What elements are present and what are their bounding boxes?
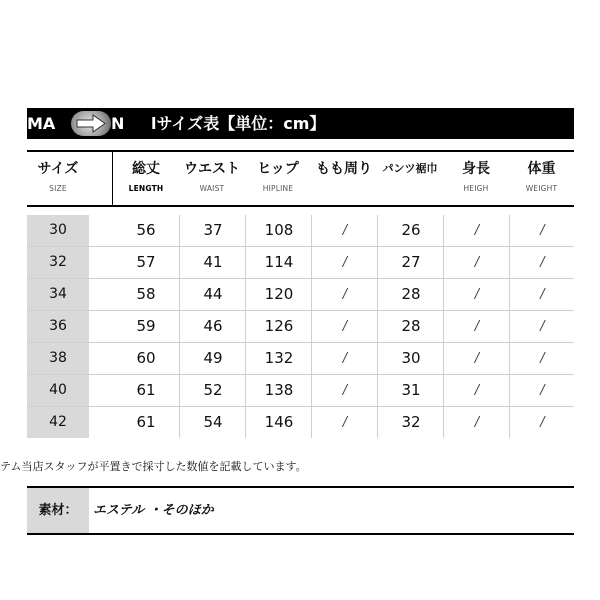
weight-cell: / <box>509 279 575 310</box>
header-hem-width: パンツ裾巾 <box>382 162 438 175</box>
header-thigh: もも周り <box>316 161 372 177</box>
waist-cell: 46 <box>179 311 246 342</box>
length-cell: 60 <box>136 349 156 367</box>
height-cell: / <box>443 375 510 406</box>
table-row <box>27 279 574 311</box>
weight-cell: / <box>509 247 575 278</box>
hip-cell: 138 <box>245 375 312 406</box>
size-data-table <box>27 215 574 438</box>
size-cell: 30 <box>27 215 89 246</box>
brand-name-end: N <box>111 114 125 133</box>
weight-cell: / <box>509 343 575 374</box>
hem-width-cell: 28 <box>377 279 444 310</box>
table-header <box>27 150 574 207</box>
weight-cell: / <box>509 375 575 406</box>
hip-cell: 146 <box>245 407 312 438</box>
waist-cell: 52 <box>179 375 246 406</box>
material-box <box>27 486 574 535</box>
length-cell: 59 <box>136 317 156 335</box>
length-cell: 56 <box>136 221 156 239</box>
thigh-cell: / <box>311 311 378 342</box>
size-cell: 42 <box>27 407 89 438</box>
material-label: 素材： <box>27 488 89 533</box>
hem-width-cell: 28 <box>377 311 444 342</box>
thigh-cell: / <box>311 247 378 278</box>
size-cell: 38 <box>27 343 89 374</box>
arrow-right-icon <box>71 111 111 136</box>
header-waist: ウエスト WAIST <box>184 161 240 193</box>
height-cell: / <box>443 247 510 278</box>
table-row <box>27 311 574 343</box>
waist-cell: 44 <box>179 279 246 310</box>
thigh-cell: / <box>311 279 378 310</box>
waist-cell: 41 <box>179 247 246 278</box>
size-chart-title-bar <box>27 108 574 139</box>
header-weight: 体重 WEIGHT <box>525 161 558 193</box>
brand-name-start: MA <box>27 114 56 133</box>
header-size: サイズ SIZE <box>37 161 79 193</box>
table-row <box>27 375 574 407</box>
material-value: エステル ・そのほか <box>93 503 214 518</box>
size-cell: 34 <box>27 279 89 310</box>
size-cell: 32 <box>27 247 89 278</box>
table-row <box>27 215 574 247</box>
header-length: 総丈 LENGTH <box>128 161 164 193</box>
waist-cell: 37 <box>179 215 246 246</box>
size-cell: 40 <box>27 375 89 406</box>
length-cell: 61 <box>136 381 156 399</box>
hip-cell: 108 <box>245 215 312 246</box>
hip-cell: 126 <box>245 311 312 342</box>
weight-cell: / <box>509 311 575 342</box>
length-cell: 58 <box>136 285 156 303</box>
thigh-cell: / <box>311 407 378 438</box>
weight-cell: / <box>509 407 575 438</box>
thigh-cell: / <box>311 215 378 246</box>
hem-width-cell: 30 <box>377 343 444 374</box>
height-cell: / <box>443 215 510 246</box>
height-cell: / <box>443 407 510 438</box>
chart-title: lサイズ表【単位：cm】 <box>151 114 326 133</box>
table-row <box>27 343 574 375</box>
thigh-cell: / <box>311 375 378 406</box>
hem-width-cell: 32 <box>377 407 444 438</box>
table-row <box>27 247 574 279</box>
hem-width-cell: 27 <box>377 247 444 278</box>
waist-cell: 54 <box>179 407 246 438</box>
hip-cell: 114 <box>245 247 312 278</box>
hem-width-cell: 31 <box>377 375 444 406</box>
size-cell: 36 <box>27 311 89 342</box>
thigh-cell: / <box>311 343 378 374</box>
hip-cell: 120 <box>245 279 312 310</box>
table-row <box>27 407 574 438</box>
height-cell: / <box>443 311 510 342</box>
waist-cell: 49 <box>179 343 246 374</box>
weight-cell: / <box>509 215 575 246</box>
length-cell: 57 <box>136 253 156 271</box>
height-cell: / <box>443 279 510 310</box>
measurement-note: テム当店スタッフが平置きで採寸した数値を記載しています。 <box>0 460 307 473</box>
length-cell: 61 <box>136 413 156 431</box>
height-cell: / <box>443 343 510 374</box>
hip-cell: 132 <box>245 343 312 374</box>
hem-width-cell: 26 <box>377 215 444 246</box>
header-hip: ヒップ HIPLINE <box>257 161 299 193</box>
header-height: 身長 HEIGH <box>462 161 490 193</box>
